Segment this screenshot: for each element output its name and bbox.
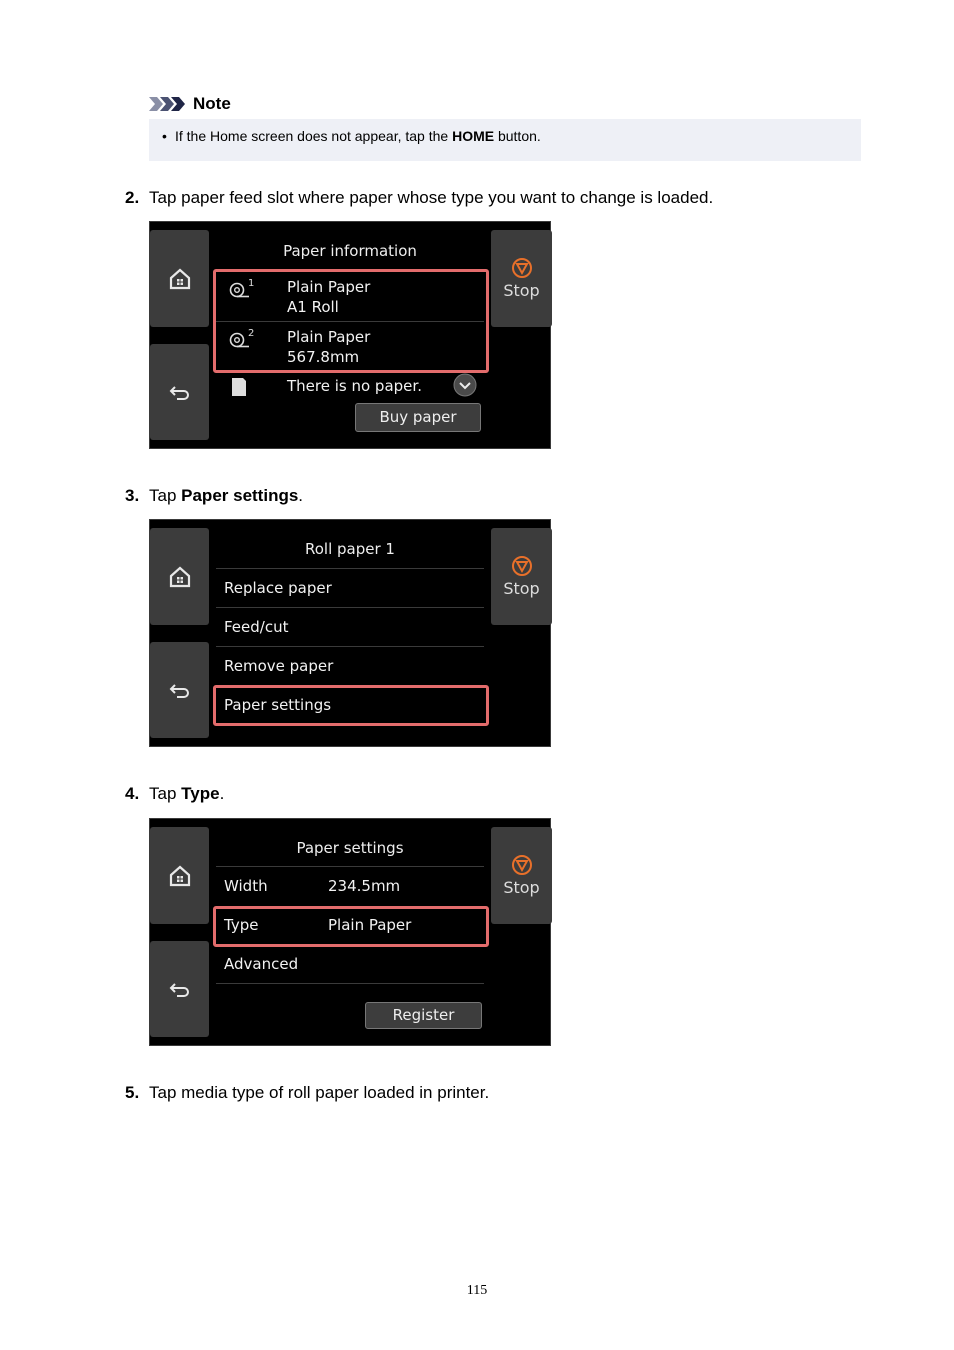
cut-sheet-icon — [231, 377, 247, 397]
step-4: 4. Tap Type. — [125, 784, 225, 803]
page-number: 115 — [466, 1283, 488, 1298]
stop-label: Stop — [503, 878, 540, 897]
menu-item-remove-paper[interactable]: Remove paper — [224, 657, 334, 675]
screen-title: Paper information — [283, 242, 417, 260]
screen-paper-settings — [149, 818, 551, 1046]
roll-2-row[interactable]: 2 Plain Paper 567.8mm — [216, 322, 484, 370]
chevron-down-icon[interactable] — [453, 373, 477, 397]
roll-1-row[interactable]: 1 Plain Paper A1 Roll — [216, 272, 484, 320]
home-button[interactable] — [150, 230, 209, 327]
home-icon — [168, 565, 192, 589]
back-icon — [169, 980, 191, 998]
home-icon — [168, 267, 192, 291]
note-title: Note — [193, 94, 231, 113]
step-3: 3. Tap Paper settings. — [125, 486, 304, 505]
buy-paper-button[interactable]: Buy paper — [355, 403, 481, 432]
type-highlight — [213, 906, 489, 947]
note-box — [149, 119, 861, 161]
home-button[interactable] — [150, 827, 209, 924]
stop-button[interactable] — [491, 230, 552, 327]
back-icon — [169, 383, 191, 401]
stop-icon — [511, 854, 533, 876]
cut-sheet-row[interactable]: There is no paper. — [216, 372, 484, 402]
menu-item-feed-cut[interactable]: Feed/cut — [224, 618, 289, 636]
paper-settings-highlight — [213, 685, 489, 726]
back-button[interactable] — [150, 344, 209, 440]
register-button[interactable]: Register — [365, 1002, 482, 1029]
note-header — [149, 93, 231, 115]
note-item: • If the Home screen does not appear, tap the HOME button. — [175, 128, 541, 144]
step-2: 2. Tap paper feed slot where paper whose type you want to change is loaded. — [125, 188, 714, 207]
stop-icon — [511, 555, 533, 577]
note-chevrons-icon — [149, 95, 187, 113]
home-button[interactable] — [150, 528, 209, 625]
back-button[interactable] — [150, 642, 209, 738]
screen-paper-information — [149, 221, 551, 449]
menu-item-replace-paper[interactable]: Replace paper — [224, 579, 332, 597]
step-5: 5. Tap media type of roll paper loaded in printer. — [125, 1083, 490, 1102]
setting-row-width[interactable]: Width 234.5mm — [224, 877, 401, 895]
home-icon — [168, 864, 192, 888]
back-icon — [169, 681, 191, 699]
stop-button[interactable] — [491, 528, 552, 625]
home-button-ref: HOME — [452, 128, 495, 144]
screen-title: Roll paper 1 — [305, 540, 395, 558]
roll-1-badge: 1 — [248, 278, 255, 289]
stop-icon — [511, 257, 533, 279]
menu-item-paper-settings[interactable]: Paper settings — [224, 696, 332, 714]
roll-2-badge: 2 — [248, 328, 255, 339]
screen-title: Paper settings — [296, 839, 404, 857]
screen-roll-paper-1 — [149, 519, 551, 747]
back-button[interactable] — [150, 941, 209, 1037]
stop-label: Stop — [503, 281, 540, 300]
setting-row-advanced[interactable]: Advanced — [224, 955, 299, 973]
setting-row-type[interactable]: Type Plain Paper — [224, 916, 412, 934]
stop-label: Stop — [503, 579, 540, 598]
stop-button[interactable] — [491, 827, 552, 924]
roll-selection-highlight — [213, 269, 489, 373]
